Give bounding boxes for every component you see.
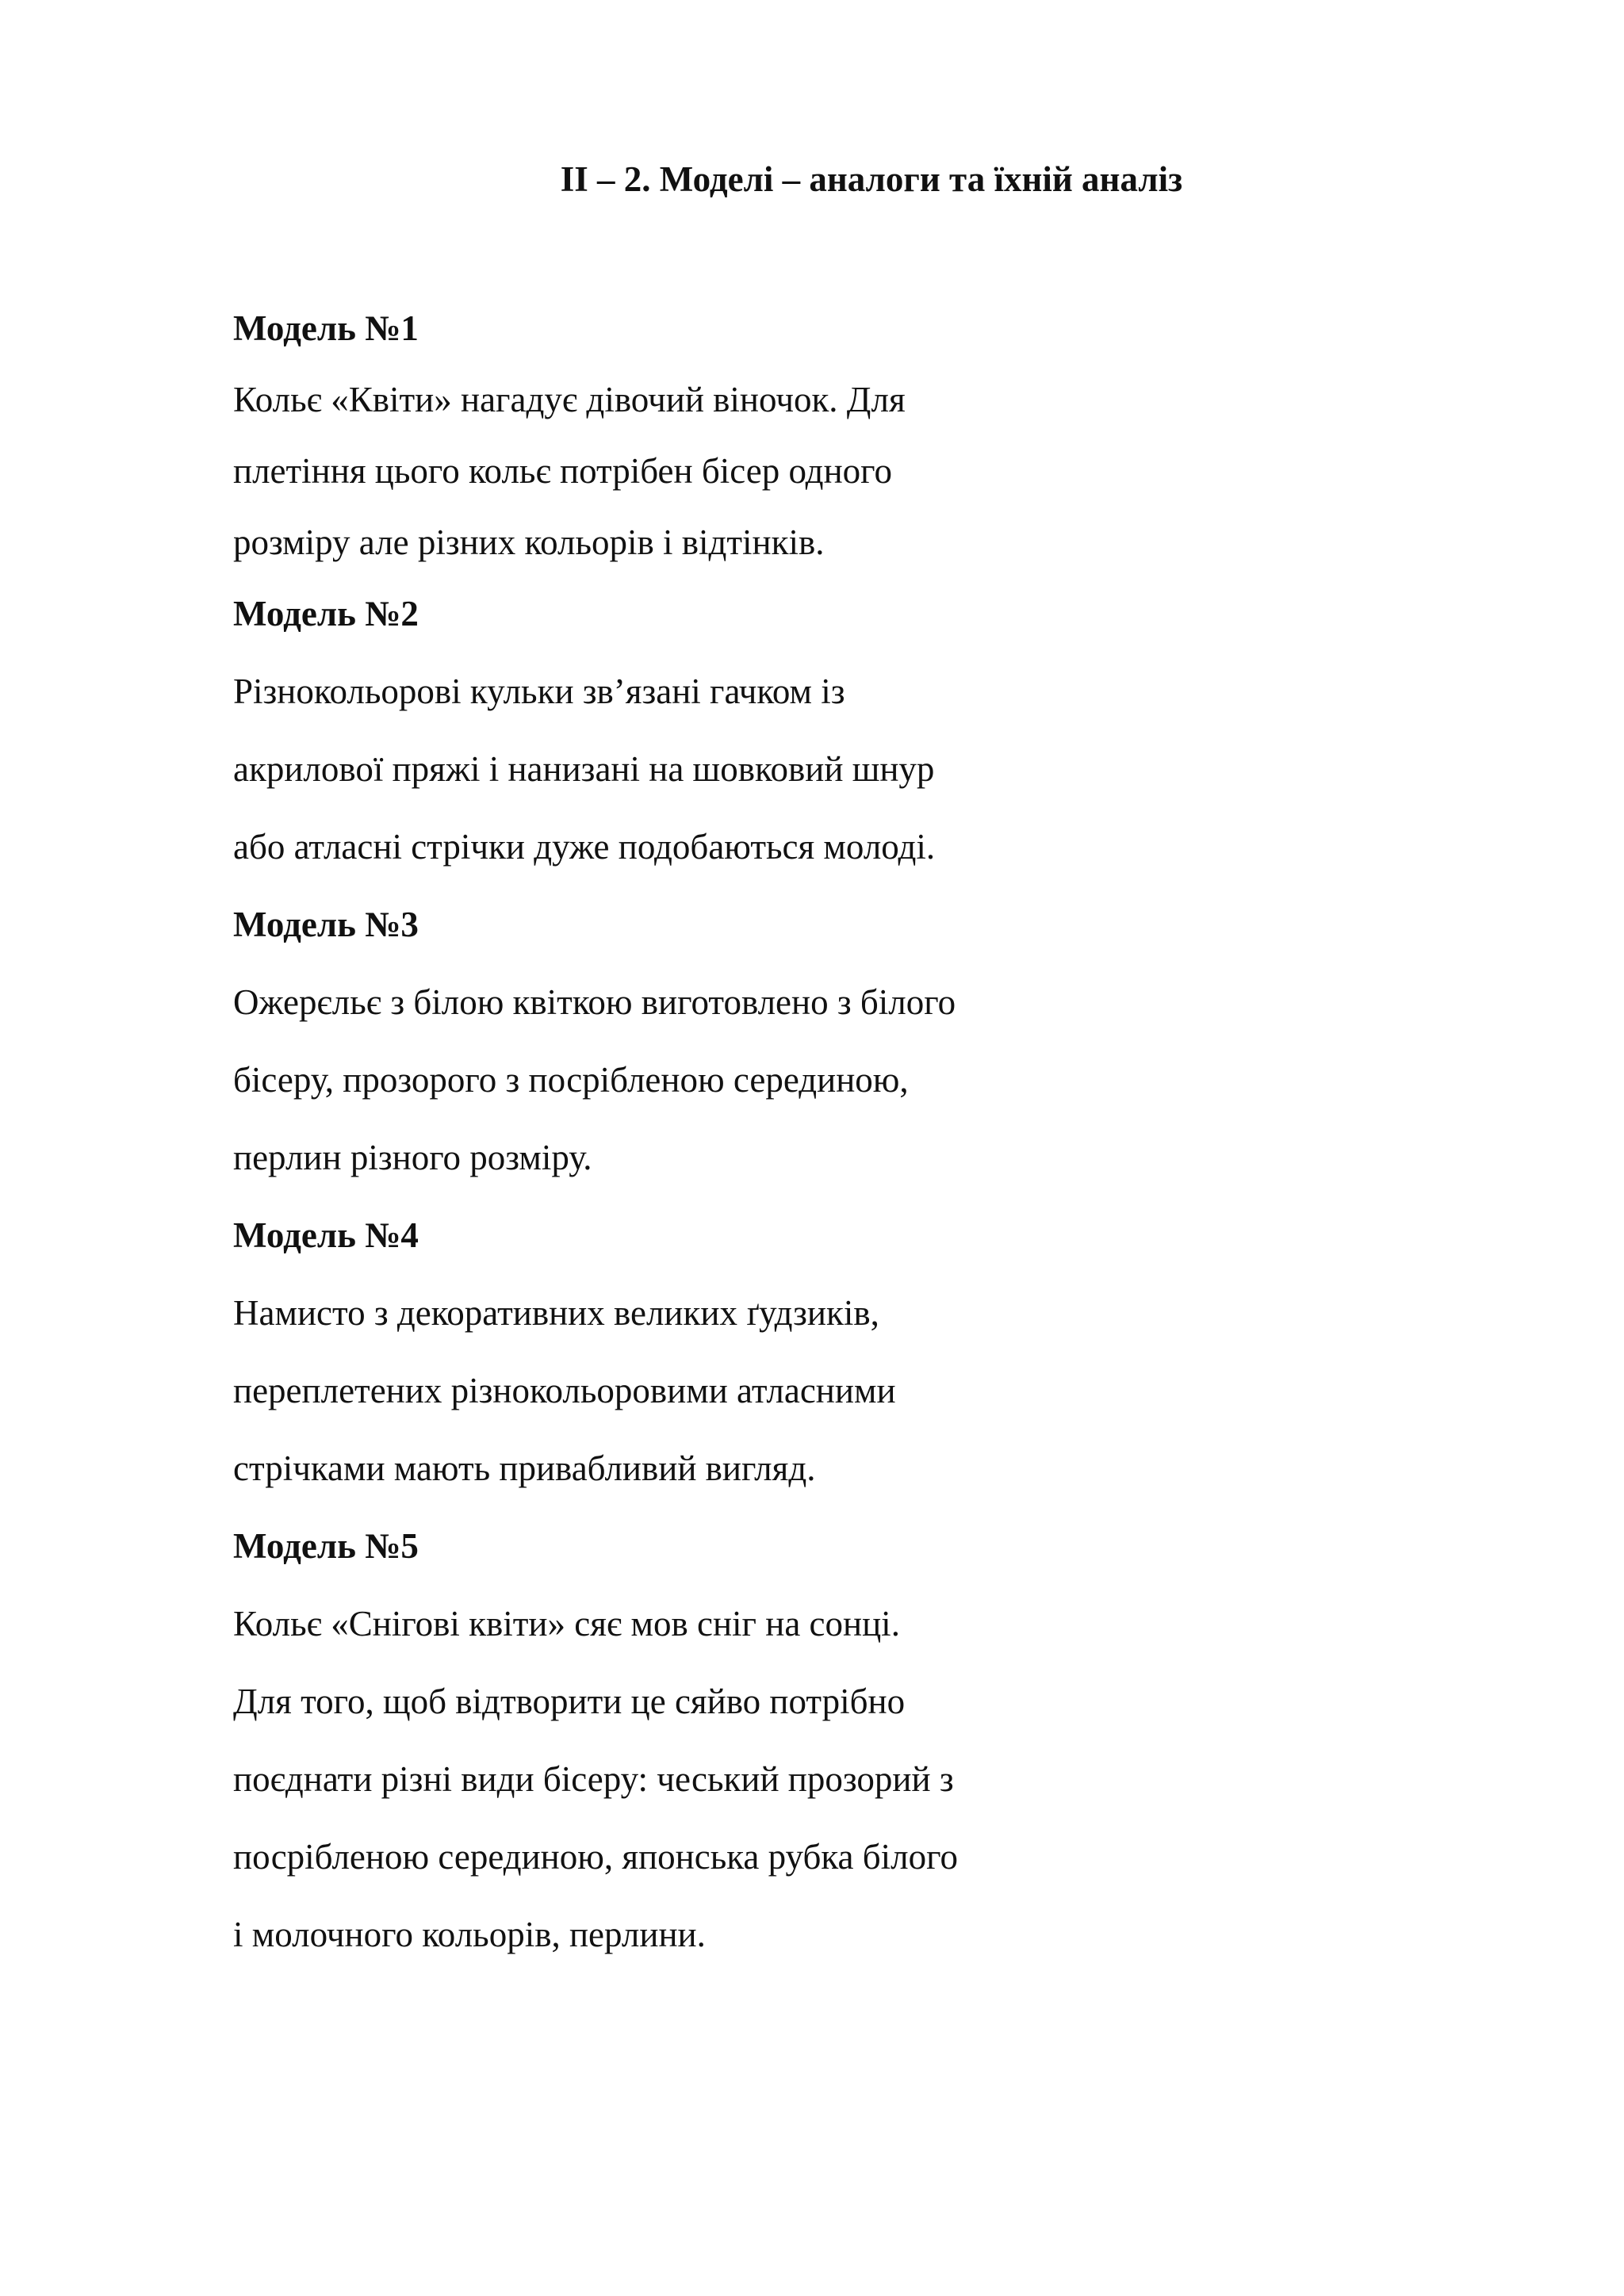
model-1-heading: Модель №1 xyxy=(233,308,419,348)
model-5-text-line-1: Кольє «Снігові квіти» сяє мов сніг на сонці. xyxy=(233,1604,900,1644)
model-4-text-line-1: Намисто з декоративних великих ґудзиків, xyxy=(233,1293,879,1333)
model-1-text-line-2: плетіння цього кольє потрібен бісер одного xyxy=(233,451,892,491)
model-3-heading: Модель №3 xyxy=(233,905,419,944)
model-1-text-line-1: Кольє «Квіти» нагадує дівочий віночок. Для xyxy=(233,380,906,419)
model-2-text-line-1: Різнокольорові кульки зв’язані гачком із xyxy=(233,672,845,711)
model-2-text-line-2: акрилової пряжі і нанизані на шовковий шнур xyxy=(233,749,935,789)
model-5-text-line-2: Для того, щоб відтворити це сяйво потрібно xyxy=(233,1682,906,1721)
model-5-text-line-4: посрібленою серединою, японська рубка білого xyxy=(233,1837,958,1877)
page-title: ІІ – 2. Моделі – аналоги та їхній аналіз xyxy=(560,159,1183,199)
model-3-text-line-1: Ожерєльє з білою квіткою виготовлено з білого xyxy=(233,982,956,1022)
model-5-text-line-3: поєднати різні види бісеру: чеський прозорий з xyxy=(233,1759,954,1799)
model-5-heading: Модель №5 xyxy=(233,1526,419,1566)
model-3-text-line-2: бісеру, прозорого з посрібленою серединою, xyxy=(233,1060,909,1100)
model-4-heading: Модель №4 xyxy=(233,1215,419,1255)
model-2-heading: Модель №2 xyxy=(233,594,419,633)
model-3-text-line-3: перлин різного розміру. xyxy=(233,1138,592,1177)
model-5-text-line-5: і молочного кольорів, перлини. xyxy=(233,1915,706,1954)
model-4-text-line-3: стрічками мають привабливий вигляд. xyxy=(233,1448,816,1488)
model-1-text-line-3: розміру але різних кольорів і відтінків. xyxy=(233,522,825,562)
model-2-text-line-3: або атласні стрічки дуже подобаються молоді. xyxy=(233,827,936,867)
model-4-text-line-2: переплетених різнокольоровими атласними xyxy=(233,1371,896,1410)
